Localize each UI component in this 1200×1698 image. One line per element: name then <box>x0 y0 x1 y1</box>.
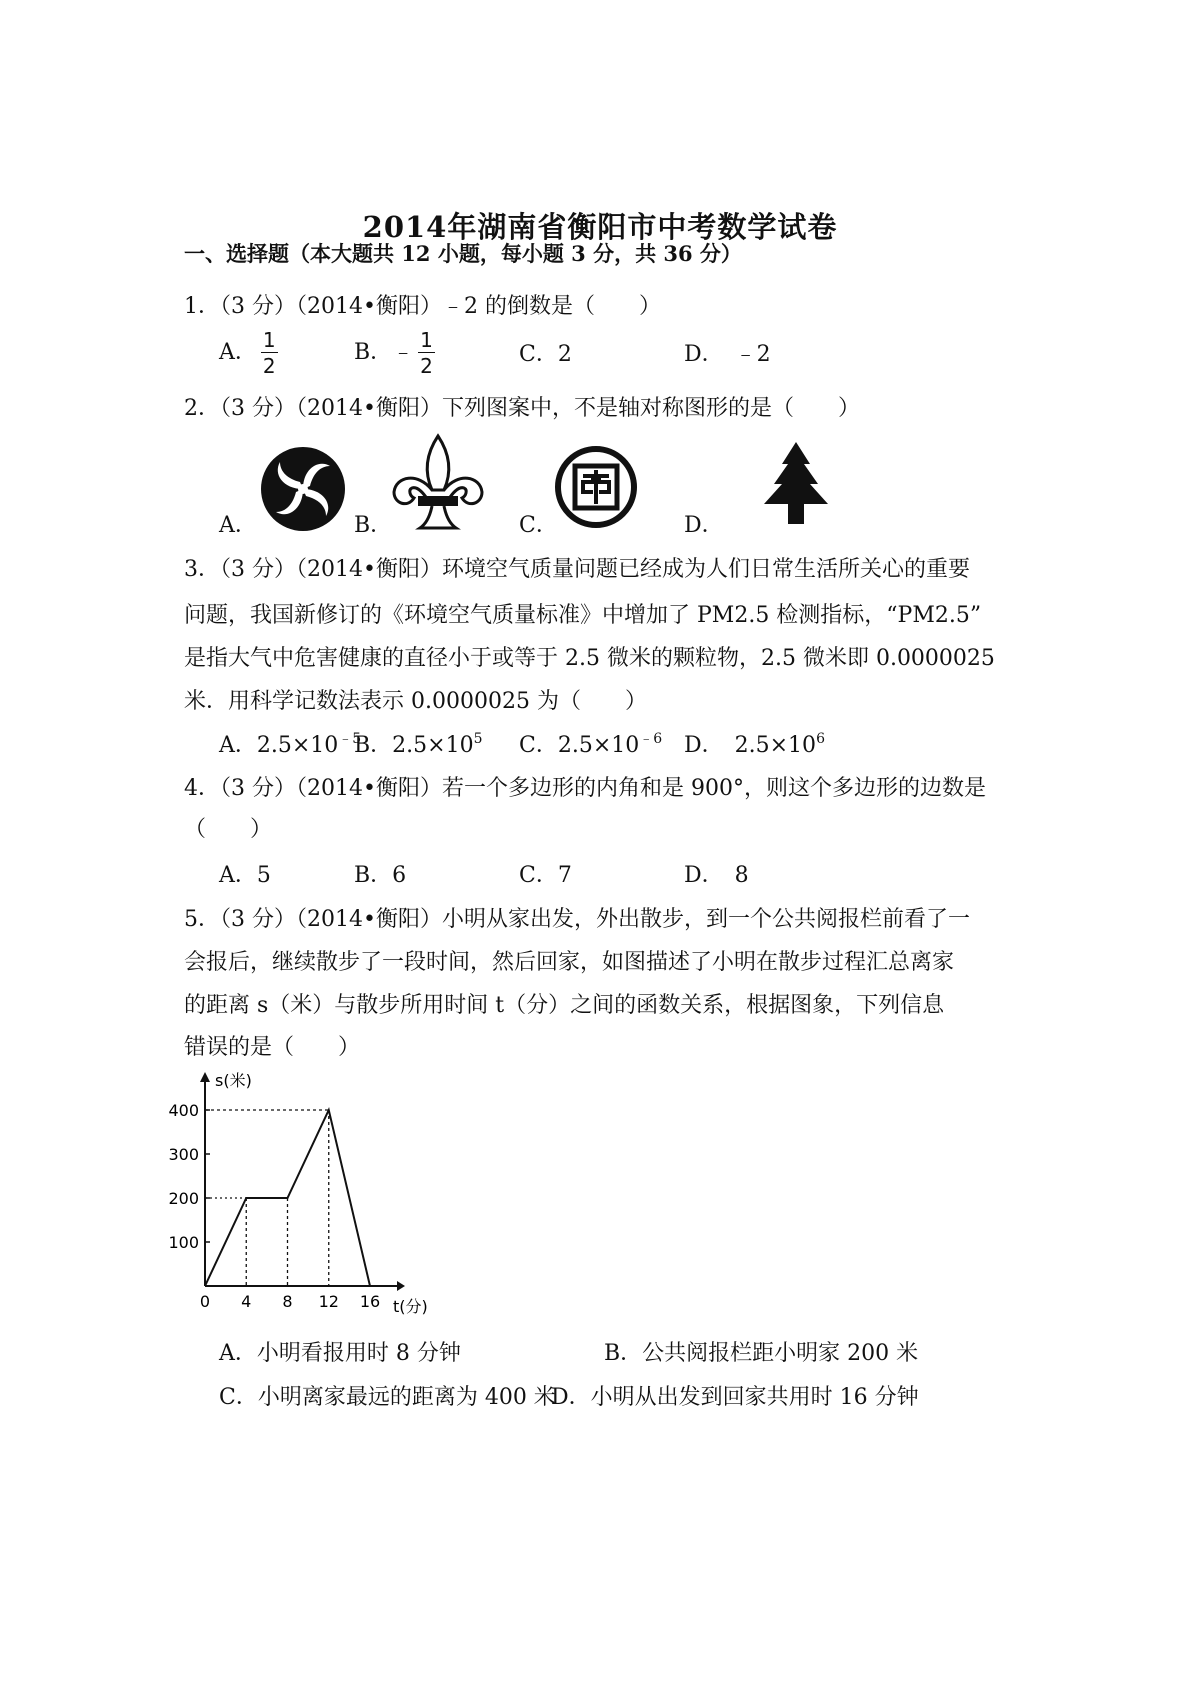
q4-line-1: 4．（3 分）（2014•衡阳）若一个多边形的内角和是 900°，则这个多边形的边数是 <box>184 776 986 801</box>
q5-line-3: 的距离 s（米）与散步所用时间 t（分）之间的函数关系，根据图象，下列信息 <box>184 993 945 1018</box>
q5-option-a: A．小明看报用时 8 分钟 <box>219 1341 461 1366</box>
q3-option-b: B．$2.5\times 10^5$ <box>354 731 483 758</box>
q4-option-a: A．5 <box>219 863 271 888</box>
x-axis-arrow <box>397 1281 405 1291</box>
x-tick-label: 8 <box>282 1292 293 1311</box>
q1-stem: 1．（3 分）（2014•衡阳）﹣2 的倒数是（ ） <box>184 294 661 319</box>
q5-line-2: 会报后，继续散步了一段时间，然后回家，如图描述了小明在散步过程汇总离家 <box>184 950 955 975</box>
q4-option-c: C．7 <box>519 863 572 888</box>
x-axis-label: t(分) <box>393 1297 428 1316</box>
q1-option-b: B．﹣ $\frac{1}{2}$ <box>354 328 433 378</box>
q2-option-d: D． <box>684 513 724 538</box>
q1-option-c: C．2 <box>519 342 572 367</box>
y-axis-arrow <box>200 1072 210 1082</box>
swirl-circle-icon <box>258 444 348 534</box>
q3-option-d: D． $2.5\times 10^6$ <box>684 731 825 758</box>
section-heading: 一、选择题（本大题共 12 小题，每小题 3 分，共 36 分） <box>184 241 742 266</box>
q3-line-2: 问题，我国新修订的《环境空气质量标准》中增加了 PM2.5 检测指标，“PM2.5” <box>184 603 982 628</box>
fleur-de-lis-icon <box>388 432 488 532</box>
q1-option-a: A． $\frac{1}{2}$ <box>219 328 276 378</box>
q5-option-b: B．公共阅报栏距小明家 200 米 <box>604 1341 919 1366</box>
q5-option-d: D．小明从出发到回家共用时 16 分钟 <box>551 1385 919 1410</box>
q4-option-d: D． 8 <box>684 863 749 888</box>
q3-line-4: 米．用科学记数法表示 0.0000025 为（ ） <box>184 689 647 714</box>
y-tick-label: 400 <box>168 1101 199 1120</box>
x-tick-label: 16 <box>359 1292 381 1311</box>
q1-option-d: D． ﹣2 <box>684 342 771 367</box>
pine-tree-icon <box>752 440 840 528</box>
q4-line-2: （ ） <box>184 817 273 842</box>
q2-option-a: A． <box>219 513 257 538</box>
q5-option-c: C．小明离家最远的距离为 400 米 <box>219 1385 556 1410</box>
x-tick-label: 0 <box>199 1292 211 1311</box>
q1-b-fraction: $\frac{1}{2}$ <box>420 328 433 378</box>
y-tick-label: 100 <box>168 1233 199 1252</box>
q4-option-b: B．6 <box>354 863 407 888</box>
q5-line-1: 5．（3 分）（2014•衡阳）小明从家出发，外出散步，到一个公共阅报栏前看了一 <box>184 907 970 932</box>
y-axis-label: s(米) <box>215 1071 252 1090</box>
q2-option-c: C． <box>519 513 558 538</box>
q2-stem: 2．（3 分）（2014•衡阳）下列图案中，不是轴对称图形的是（ ） <box>184 396 860 421</box>
q1-a-fraction: $\frac{1}{2}$ <box>262 328 276 378</box>
distance-time-chart <box>165 1062 465 1322</box>
x-tick-label: 12 <box>318 1292 339 1311</box>
q2-option-b: B． <box>354 513 393 538</box>
y-tick-label: 300 <box>168 1145 199 1164</box>
q5-line-4: 错误的是（ ） <box>184 1035 361 1060</box>
q3-line-3: 是指大气中危害健康的直径小于或等于 2.5 微米的颗粒物，2.5 微米即 0.0000025 <box>184 646 995 671</box>
y-tick-label: 200 <box>168 1189 199 1208</box>
bank-logo-icon <box>555 446 637 528</box>
q3-option-a: A．$2.5\times 10^{﹣5}$ <box>219 731 362 758</box>
page-title: 2014年湖南省衡阳市中考数学试卷 <box>362 210 838 244</box>
q3-option-c: C．$2.5\times 10^{﹣6}$ <box>519 731 663 758</box>
q3-line-1: 3．（3 分）（2014•衡阳）环境空气质量问题已经成为人们日常生活所关心的重要 <box>184 557 970 582</box>
x-tick-label: 4 <box>241 1292 252 1311</box>
